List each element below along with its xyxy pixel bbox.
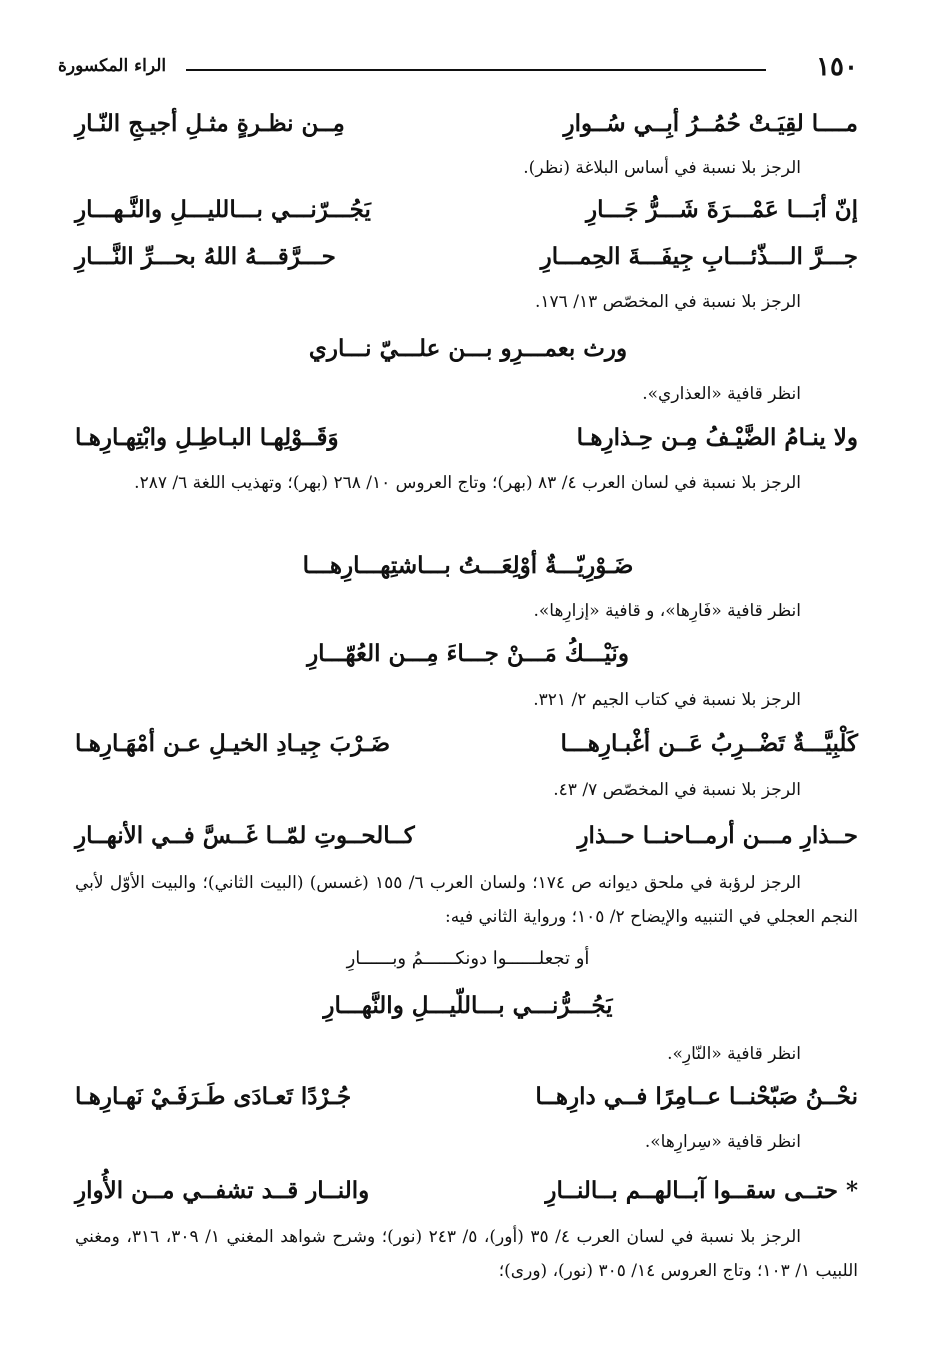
cross-reference-note: انظر قافية «العذاري». [642,384,801,404]
verse-right-hemistich: كَلْبِيَّـــةٌ تَضْــرِبُ عَــن أغْبـارِهـــا [560,730,858,757]
verse-left-hemistich: مِــن نظـرةٍ مثـلِ أجيـجِ النّـارِ [75,110,345,137]
verse-right-hemistich: مــــا لقِيَـتْ حُمُــرُ أبِــي سُــوارِ [563,110,858,137]
centered-verse: ورث بعمـــرِو بـــن علـــيّ نـــاري [308,335,628,362]
verse-left-hemistich: والنــار قــد تشفــي مــن الأُوارِ [75,1177,370,1204]
source-note: الرجز بلا نسبة في كتاب الجيم ٢/ ٣٢١. [533,690,801,710]
page-header [58,52,858,86]
cross-reference-note: انظر قافية «سِرارِها». [644,1132,801,1152]
source-note: الرجز بلا نسبة في لسان العرب ٤/ ٨٣ (بهر)؛ وتاج العروس ١٠/ ٢٦٨ (بهر)؛ وتهذيب اللغة ٦/ ٢٨٧. [134,473,801,493]
centered-verse: ونَيْـــكُ مَـــنْ جـــاءَ مِـــن العُهّـــارِ [307,640,629,667]
source-note: الرجز بلا نسبة في المخصّص ١٣/ ١٧٦. [535,292,801,312]
verse-left-hemistich: كــالحــوتِ لمّــا غَــسَّ فــي الأنهــارِ [75,822,415,849]
page-title: الراء المكسورة [58,56,167,76]
source-note: الرجز بلا نسبة في أساس البلاغة (نظر). [523,158,801,178]
source-note: الرجز بلا نسبة في المخصّص ٧/ ٤٣. [553,780,801,800]
verse-right-hemistich: * حتــى سقــوا آبــالهــم بــالنــارِ [545,1177,858,1204]
verse-left-hemistich: وَقَــوْلِهـا البـاطِـلِ وابْتِهـارِهـا [75,424,339,451]
cross-reference-note: انظر قافية «النّارِ». [667,1044,801,1064]
header-rule [186,69,766,71]
verse-right-hemistich: ولا ينـامُ الضَّيْـفُ مِـن حِـذارِهـا [576,424,858,451]
verse-right-hemistich: إنّ أبَـــا عَمْـــرَةَ شَـــرُّ جَـــارِ [585,196,858,223]
verse-left-hemistich: يَجُـــرّنـــي بـــالليـــلِ والنَّـهـــارِ [75,196,371,223]
cross-reference-note: انظر قافية «فَارِها»، و قافية «إزارِها». [533,601,801,621]
quoted-verse-line: أو تجعلــــــوا دونكــــــمُ وبــــــارِ [346,948,590,969]
verse-left-hemistich: جُـرْدًا تَعـادَى طَـرَفَـيْ نَهـارِهـا [75,1083,352,1110]
source-note: الرجز لرؤبة في ملحق ديوانه ص ١٧٤؛ ولسان العرب ٦/ ١٥٥ (غسس) (البيت الثاني)؛ والبيت الأوّل لأبي النجم العجلي في التنبيه والإيضاح ٢/ ١٠٥؛ ورواية الثاني فيه: [75,873,858,927]
centered-verse: يَجُـــرُّنـــي بـــاللّيـــلِ والنَّهـــارِ [323,992,613,1019]
verse-right-hemistich: حــذارِ مـــن أرمــاحنــا حــذارِ [577,822,858,849]
verse-left-hemistich: ضَـرْبَ جِيـادِ الخيـلِ عـن أمْهَـارِهـا [75,730,391,757]
centered-verse: ضَـوْرِيّـــةٌ أوْلِعَـــتُ بـــاشتِهـــارِهـــا [302,552,634,579]
verse-left-hemistich: حـــرَّقـــهُ اللهُ بحـــرِّ النَّـــارِ [75,243,336,270]
page-number: ١٥٠ [816,52,858,82]
verse-right-hemistich: جـــرَّ الـــذّئـــابِ جِيفَـــةَ الحِمـــارِ [540,243,858,270]
source-note: الرجز بلا نسبة في لسان العرب ٤/ ٣٥ (أور)، ٥/ ٢٤٣ (نور)؛ وشرح شواهد المغني ١/ ٣٠٩، ٣١٦، ومغني اللبيب ١/ ١٠٣؛ وتاج العروس ١٤/ ٣٠٥ (نور)، (ورى)؛ [75,1227,858,1281]
verse-right-hemistich: نحْــنُ صَبّحْنــا عــامِرًا فــي دارِهــا [535,1083,858,1110]
